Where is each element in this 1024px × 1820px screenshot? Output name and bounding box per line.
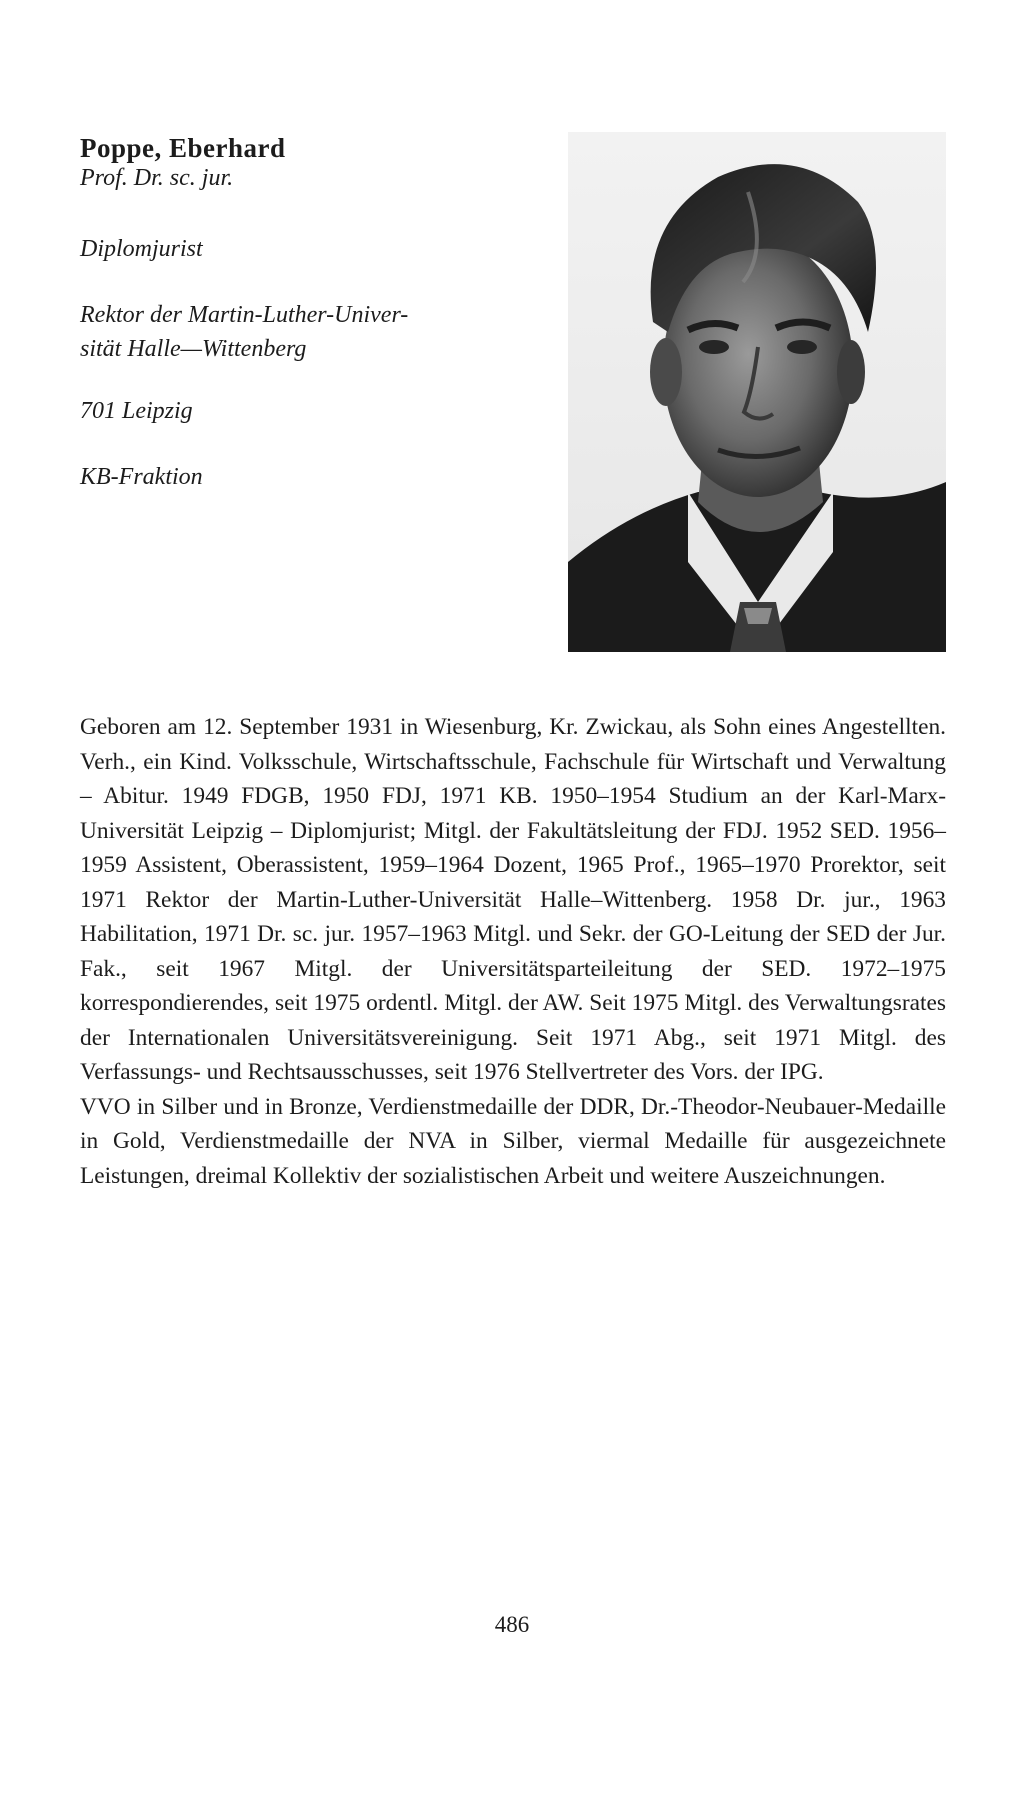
city: 701 Leipzig (80, 398, 193, 424)
position-line-2: sität Halle—Wittenberg (80, 336, 307, 362)
biography-paragraph-1: Geboren am 12. September 1931 in Wiesenburg, Kr. Zwickau, als Sohn eines Angestellten. Verh., ein Kind. Volksschule, Wirtschaftsschule, Fachschule für Wirtschaft und Verwaltung – Abitur. 1949 FDGB, 1950 FDJ, 1971 KB. 1950–1954 Studium an der Karl-Marx-Universität Leipzig – Diplomjurist; Mitgl. der Fakultätsleitung der FDJ. 1952 SED. 1956–1959 Assistent, Oberassistent, 1959–1964 Dozent, 1965 Prof., 1965–1970 Prorektor, seit 1971 Rektor der Martin-Luther-Universität Halle–Wittenberg. 1958 Dr. jur., 1963 Habilitation, 1971 Dr. sc. jur. 1957–1963 Mitgl. und Sekr. der GO-Leitung der SED der Jur. Fak., seit 1967 Mitgl. der Universitätsparteileitung der SED. 1972–1975 korrespondierendes, seit 1975 ordentl. Mitgl. der AW. Seit 1975 Mitgl. des Verwaltungsrates der Internationalen Universitätsvereinigung. Seit 1971 Abg., seit 1971 Mitgl. des Verfassungs- und Rechtsausschusses, seit 1976 Stellvertreter des Vors. der IPG. (80, 714, 946, 1085)
fraction: KB-Fraktion (80, 464, 203, 490)
person-header (80, 132, 500, 490)
profession: Diplomjurist (80, 236, 203, 262)
biography-paragraph-2: VVO in Silber und in Bronze, Verdienstmedaille der DDR, Dr.-Theodor-Neubauer-Medaille in Gold, Verdienstmedaille der NVA in Silber, viermal Medaille für ausgezeichnete Leistungen, dreimal Kollektiv der sozialistischen Arbeit und weitere Auszeichnungen. (80, 1093, 946, 1189)
person-name: Poppe, Eberhard (80, 133, 286, 163)
position-line-1: Rektor der Martin-Luther-Univer- (80, 302, 409, 328)
page-number: 486 (494, 1612, 530, 1637)
academic-title: Prof. Dr. sc. jur. (80, 165, 234, 191)
portrait-photo (568, 132, 946, 652)
biography (80, 710, 946, 1193)
position (80, 298, 480, 366)
